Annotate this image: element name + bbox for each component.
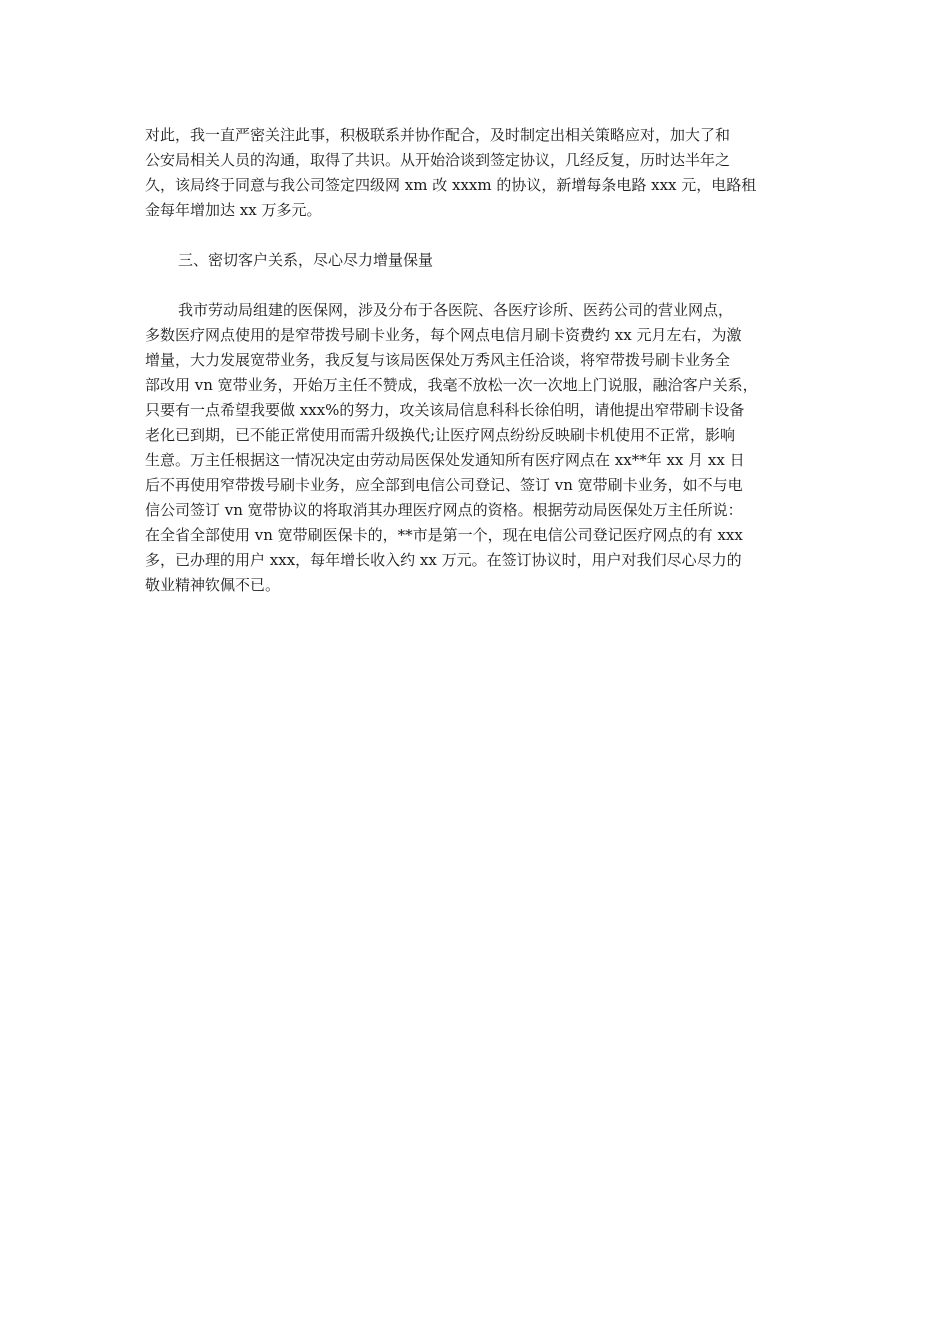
paragraph-line: 多，已办理的用户 xxx，每年增长收入约 xx 万元。在签订协议时，用户对我们尽心尽力的 xyxy=(145,551,742,569)
paragraph-line: 在全省全部使用 vn 宽带刷医保卡的，**市是第一个，现在电信公司登记医疗网点的有 xxx xyxy=(145,526,743,544)
paragraph-line: 只要有一点希望我要做 xxx%的努力，攻关该局信息科科长徐伯明，请他提出窄带刷卡设备 xyxy=(145,401,745,419)
paragraph-line: 敬业精神钦佩不已。 xyxy=(145,576,281,594)
section-heading: 三、密切客户关系，尽心尽力增量保量 xyxy=(178,251,434,269)
paragraph-line: 久，该局终于同意与我公司签定四级网 xm 改 xxxm 的协议，新增每条电路 xxx 元，电路租 xyxy=(145,176,757,194)
paragraph-2 xyxy=(145,298,810,598)
paragraph-line: 多数医疗网点使用的是窄带拨号刷卡业务，每个网点电信月刷卡资费约 xx 元月左右，为激 xyxy=(145,326,742,344)
paragraph-line: 老化已到期，已不能正常使用而需升级换代;让医疗网点纷纷反映刷卡机使用不正常，影响 xyxy=(145,426,736,444)
paragraph-line: 后不再使用窄带拨号刷卡业务，应全部到电信公司登记、签订 vn 宽带刷卡业务，如不与电 xyxy=(145,476,743,494)
paragraph-line: 信公司签订 vn 宽带协议的将取消其办理医疗网点的资格。根据劳动局医保处万主任所说： xyxy=(145,501,743,519)
paragraph-line: 生意。万主任根据这一情况决定由劳动局医保处发通知所有医疗网点在 xx**年 xx 月 xx 日 xyxy=(145,451,745,469)
paragraph-line: 增量，大力发展宽带业务，我反复与该局医保处万秀风主任洽谈，将窄带拨号刷卡业务全 xyxy=(145,351,731,369)
document-body xyxy=(145,123,810,623)
paragraph-line: 公安局相关人员的沟通，取得了共识。从开始洽谈到签定协议，几经反复，历时达半年之 xyxy=(145,151,731,169)
paragraph-line: 金每年增加达 xx 万多元。 xyxy=(145,201,322,219)
paragraph-line: 我市劳动局组建的医保网，涉及分布于各医院、各医疗诊所、医药公司的营业网点， xyxy=(178,301,734,319)
paragraph-line: 部改用 vn 宽带业务，开始万主任不赞成，我毫不放松一次一次地上门说服，融洽客户关系， xyxy=(145,376,758,394)
paragraph-line: 对此，我一直严密关注此事，积极联系并协作配合，及时制定出相关策略应对，加大了和 xyxy=(145,126,731,144)
paragraph-1 xyxy=(145,123,810,223)
